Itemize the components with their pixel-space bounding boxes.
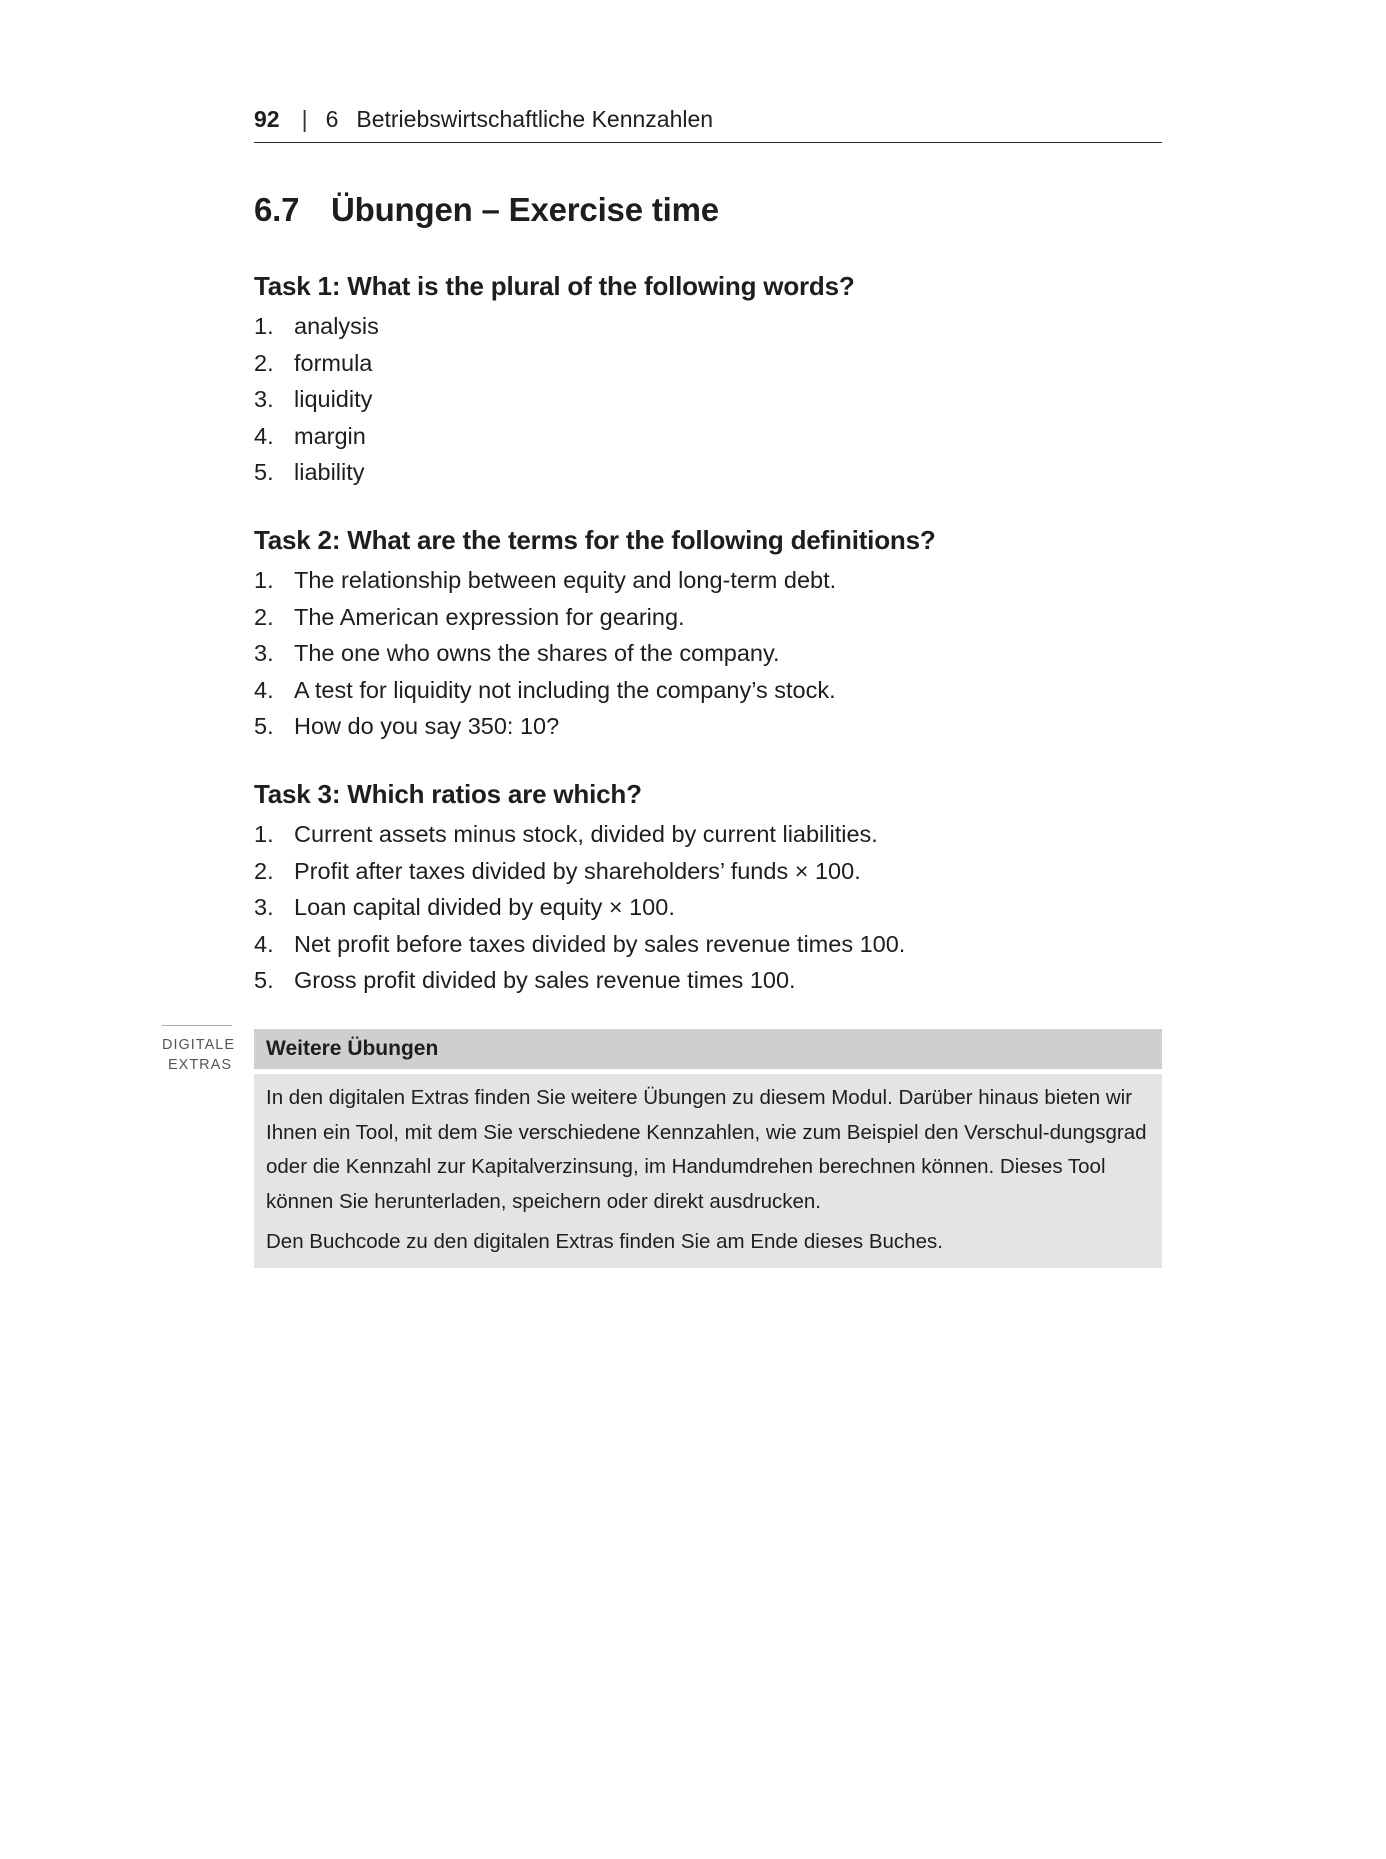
section-title [254, 188, 719, 232]
item-text: Gross profit divided by sales revenue times 100. [294, 967, 796, 993]
running-header [254, 104, 1162, 143]
list-item [254, 345, 1162, 382]
item-number: 1. [254, 313, 274, 339]
item-text: The one who owns the shares of the company. [294, 640, 780, 666]
box-paragraph: Den Buchcode zu den digitalen Extras finden Sie am Ende dieses Buches. [266, 1230, 943, 1253]
item-number: 4. [254, 930, 274, 957]
item-number: 1. [254, 567, 274, 593]
list-item [254, 853, 1162, 890]
item-number: 5. [254, 967, 274, 993]
item-text: The American expression for gearing. [294, 603, 685, 630]
item-text: analysis [294, 313, 379, 339]
header-separator: | [301, 106, 308, 132]
item-number: 2. [254, 857, 274, 884]
task-list [254, 562, 1162, 745]
list-item [254, 816, 1162, 853]
box-body [254, 1074, 1162, 1268]
item-number: 3. [254, 386, 274, 412]
item-number: 2. [254, 349, 274, 376]
item-text: How do you say 350: 10? [294, 713, 560, 739]
list-item [254, 708, 1162, 745]
item-number: 5. [254, 713, 274, 739]
list-item [254, 599, 1162, 636]
task-1 [254, 268, 1162, 491]
task-list [254, 816, 1162, 999]
item-text: Loan capital divided by equity × 100. [294, 894, 675, 920]
item-text: Profit after taxes divided by shareholders’ funds × 100. [294, 857, 861, 884]
task-heading: Task 3: Which ratios are which? [254, 779, 642, 809]
margin-label-line: EXTRAS [167, 1057, 232, 1073]
box-title: Weitere Übungen [254, 1029, 1162, 1069]
list-item [254, 889, 1162, 926]
item-text: A test for liquidity not including the company’s stock. [294, 676, 836, 703]
item-number: 3. [254, 894, 274, 920]
item-number: 5. [254, 459, 274, 485]
list-item [254, 308, 1162, 345]
item-text: margin [294, 422, 366, 449]
item-number: 4. [254, 676, 274, 703]
list-item [254, 381, 1162, 418]
list-item [254, 454, 1162, 491]
margin-label-line: DIGITALE [162, 1037, 235, 1053]
item-number: 2. [254, 603, 274, 630]
digital-extras-box [254, 1029, 1162, 1268]
list-item [254, 418, 1162, 455]
item-number: 3. [254, 640, 274, 666]
item-text: formula [294, 349, 373, 376]
page-number: 92 [254, 106, 280, 132]
box-paragraph: In den digitalen Extras finden Sie weitere Übungen zu diesem Modul. Darüber hinaus bieten wir Ihnen ein Tool, mit dem Sie verschiedene Kennzahlen, wie zum Beispiel den Verschul-dungsgrad oder die Kennzahl zur Kapitalverzinsung, im Handumdrehen berechnen können. Dieses Tool können Sie herunterladen, speichern oder direkt ausdrucken. [266, 1086, 1147, 1213]
item-number: 4. [254, 422, 274, 449]
chapter-title: Betriebswirtschaftliche Kennzahlen [356, 106, 714, 132]
chapter-number: 6 [325, 106, 339, 132]
list-item [254, 635, 1162, 672]
task-heading: Task 2: What are the terms for the following definitions? [254, 525, 936, 555]
list-item [254, 962, 1162, 999]
task-3 [254, 776, 1162, 999]
section-title-text: Übungen – Exercise time [331, 191, 719, 228]
item-text: Net profit before taxes divided by sales revenue times 100. [294, 930, 906, 957]
item-text: The relationship between equity and long-term debt. [294, 567, 837, 593]
task-heading: Task 1: What is the plural of the following words? [254, 271, 855, 301]
section-number: 6.7 [254, 191, 300, 228]
item-number: 1. [254, 821, 274, 847]
task-2 [254, 522, 1162, 745]
task-list [254, 308, 1162, 491]
list-item [254, 562, 1162, 599]
item-text: liability [294, 459, 365, 485]
list-item [254, 926, 1162, 963]
list-item [254, 672, 1162, 709]
item-text: liquidity [294, 386, 373, 412]
digital-extras-margin-label [162, 1025, 235, 1075]
item-text: Current assets minus stock, divided by current liabilities. [294, 821, 878, 847]
